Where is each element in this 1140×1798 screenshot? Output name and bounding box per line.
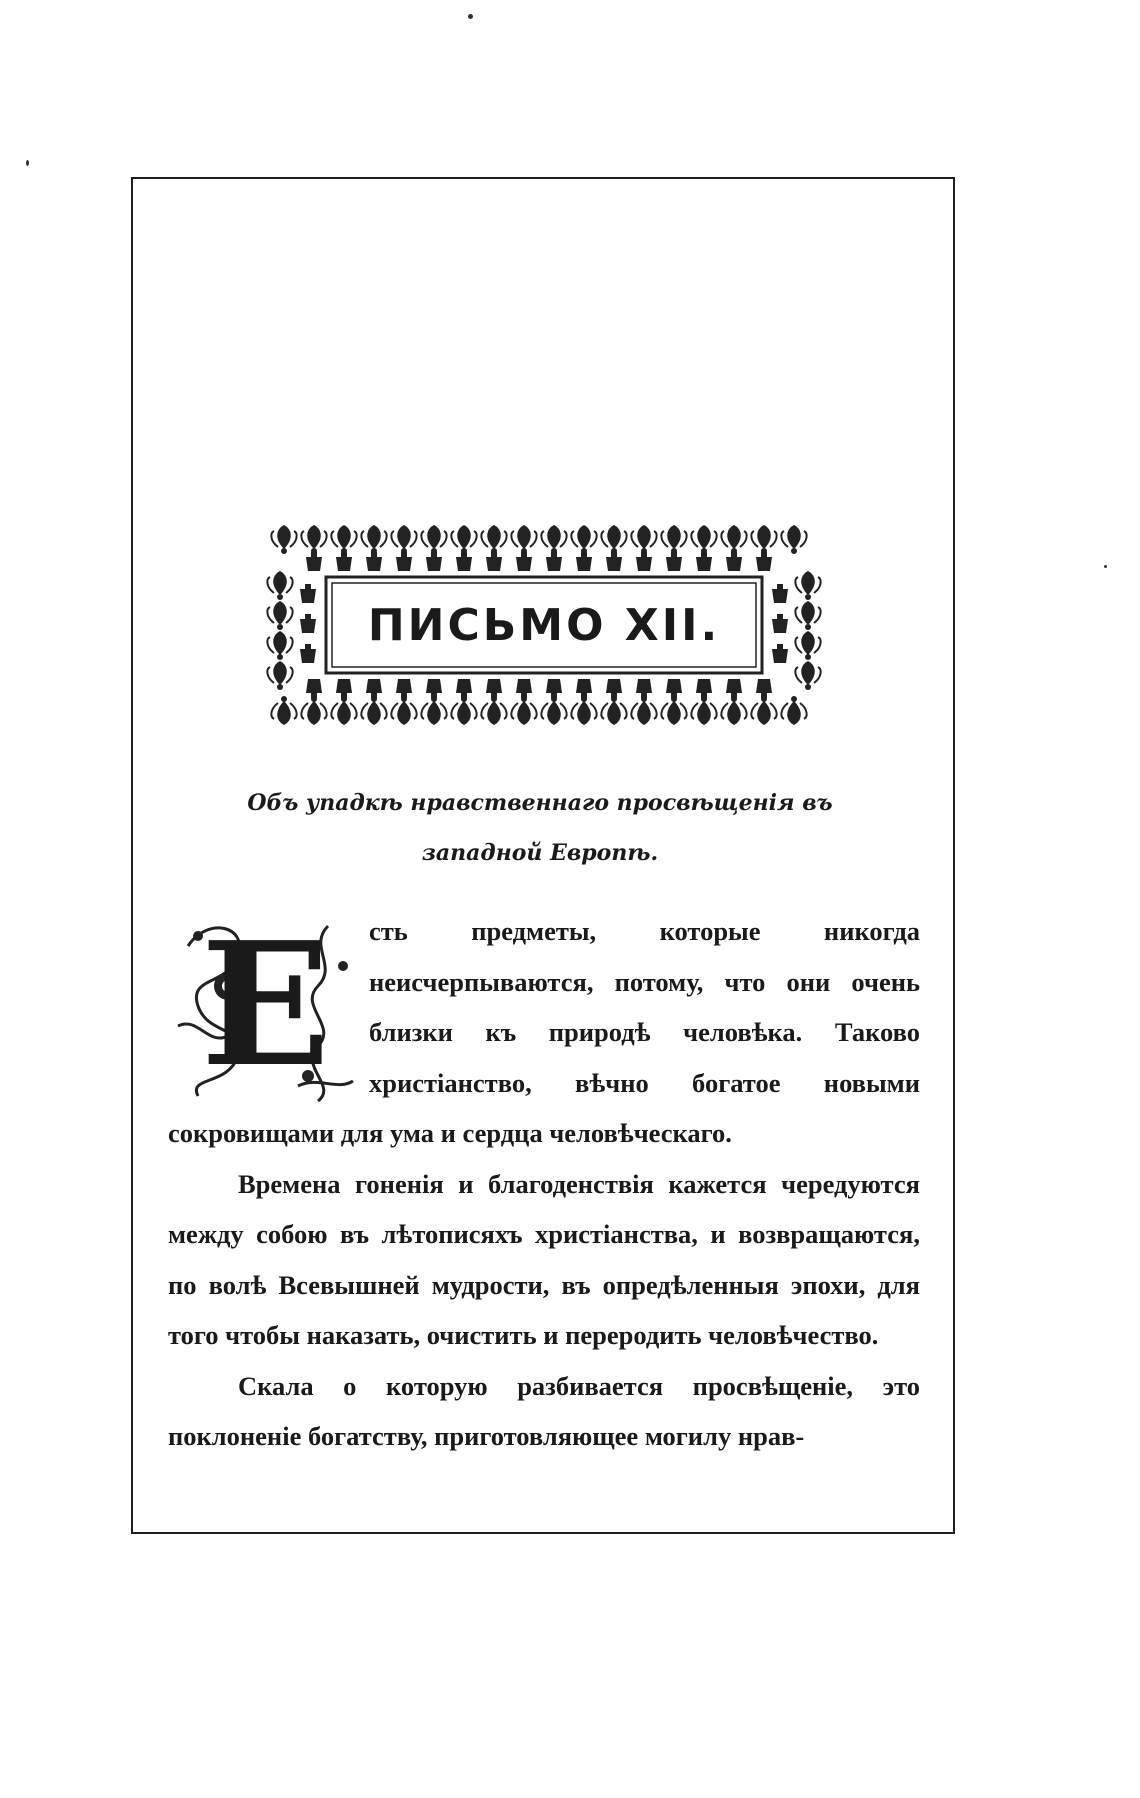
page-title: ПИСЬМО XII. [367, 599, 721, 651]
paragraph: Скала о которую разбивается просвѣщеніе, это поклоненіе богатству, приготовляющее могилу нрав- [168, 1370, 920, 1451]
scan-speck [26, 160, 29, 166]
scan-speck [1104, 565, 1107, 568]
body-text [168, 906, 920, 1462]
drop-cap-letter: Е [200, 905, 331, 1105]
paragraph: сть предметы, которые никогда неисчерпываются, потому, что они очень близки къ природѣ человѣка. Таково христіанство, вѣчно богатое новыми сокровищами для ума и сердца человѣческаго. [168, 916, 920, 1148]
scan-speck [468, 14, 473, 19]
chapter-subtitle: Объ упадкѣ нравственнаго просвѣщенія въ западной Европѣ. [247, 790, 833, 866]
drop-cap [168, 906, 363, 1104]
paragraph: Времена гоненія и благоденствія кажется чередуются между собою въ лѣтописяхъ христіанства, и возвращаются, по волѣ Всевышней мудрости, въ опредѣленныя эпохи, для того чтобы наказать, очистить и переродить человѣчество. [168, 1168, 920, 1350]
heading-ornament [264, 515, 824, 735]
